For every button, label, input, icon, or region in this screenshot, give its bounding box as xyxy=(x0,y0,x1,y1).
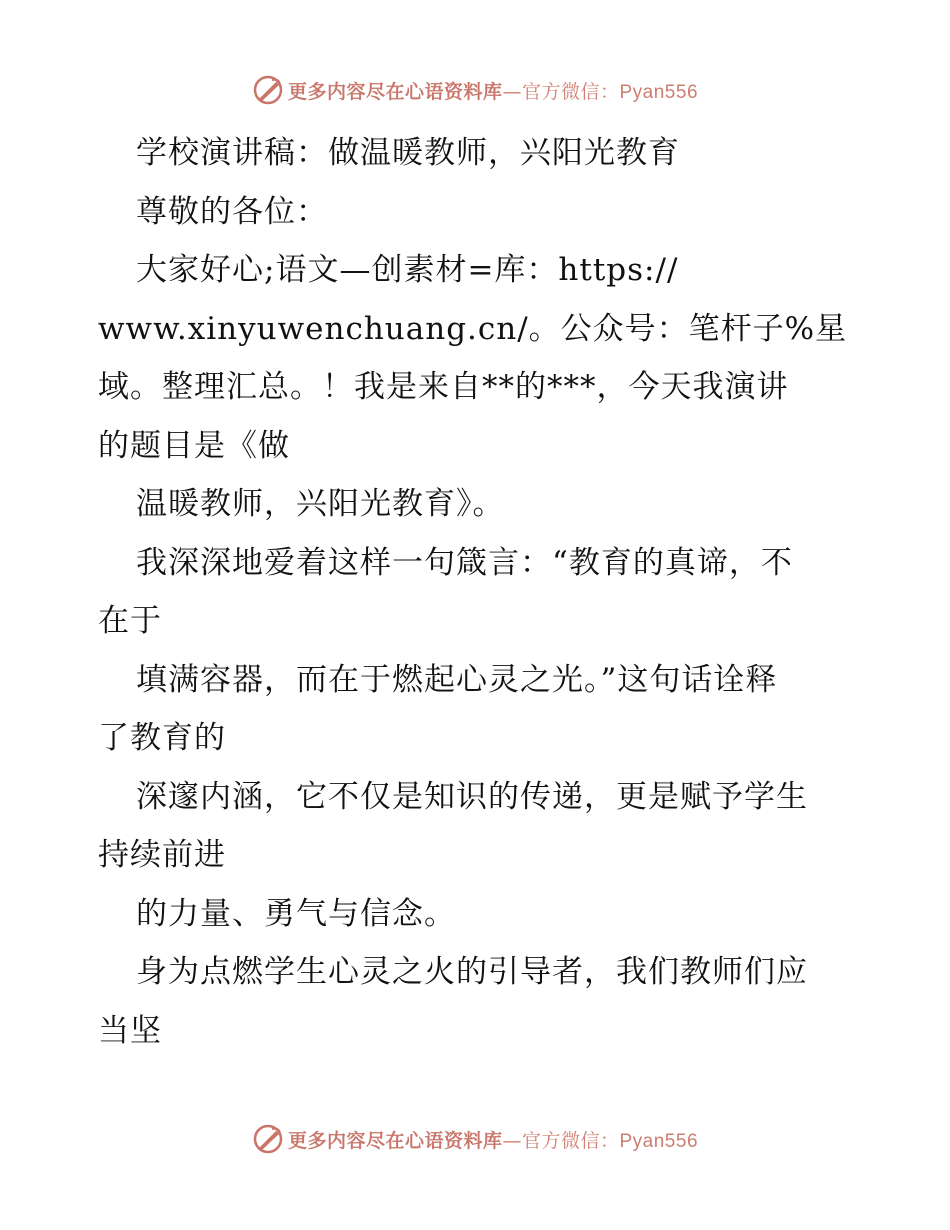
body-line: 当坚 xyxy=(98,1012,162,1049)
document-body xyxy=(98,124,858,1060)
header-text xyxy=(288,77,698,104)
header-separator: — xyxy=(502,80,522,103)
body-line: 填满容器，而在于燃起心灵之光。”这句话诠释 xyxy=(136,661,778,698)
footer-separator: — xyxy=(502,1129,522,1152)
body-line: 身为点燃学生心灵之火的引导者，我们教师们应 xyxy=(136,954,808,990)
footer-main-text: 更多内容尽在心语资料库 xyxy=(287,1129,503,1152)
header-wechat-id: Pyan556 xyxy=(619,81,699,103)
quill-pen-logo-icon xyxy=(252,1123,284,1155)
footer-text xyxy=(288,1126,698,1153)
body-line: 我深深地爱着这样一句箴言：“教育的真谛，不 xyxy=(136,544,793,581)
body-line: www.xinyuwenchuang.cn/。公众号：笔杆子%星 xyxy=(98,310,848,347)
body-line: 的力量、勇气与信念。 xyxy=(136,895,456,932)
salutation: 尊敬的各位： xyxy=(136,193,328,230)
body-line: 的题目是《做 xyxy=(98,427,290,464)
footer-wechat-label: 官方微信： xyxy=(521,1129,620,1152)
body-line: 了教育的 xyxy=(98,720,226,756)
quill-pen-logo-icon xyxy=(252,74,284,106)
header-wechat-label: 官方微信： xyxy=(521,80,620,103)
doc-title: 学校演讲稿：做温暖教师，兴阳光教育 xyxy=(136,135,680,171)
body-line: 温暖教师，兴阳光教育》。 xyxy=(136,486,505,522)
body-line: 深邃内涵，它不仅是知识的传递，更是赋予学生 xyxy=(136,778,808,815)
header-main-text: 更多内容尽在心语资料库 xyxy=(287,80,503,103)
footer-banner xyxy=(0,1121,950,1157)
body-line: 大家好心;语文—创素材=库：https:// xyxy=(136,252,679,288)
footer-wechat-id: Pyan556 xyxy=(619,1130,699,1152)
header-banner xyxy=(0,72,950,108)
body-line: 在于 xyxy=(98,603,162,639)
body-line: 域。整理汇总。！我是来自**的***，今天我演讲 xyxy=(98,369,789,405)
body-line: 持续前进 xyxy=(98,837,226,873)
